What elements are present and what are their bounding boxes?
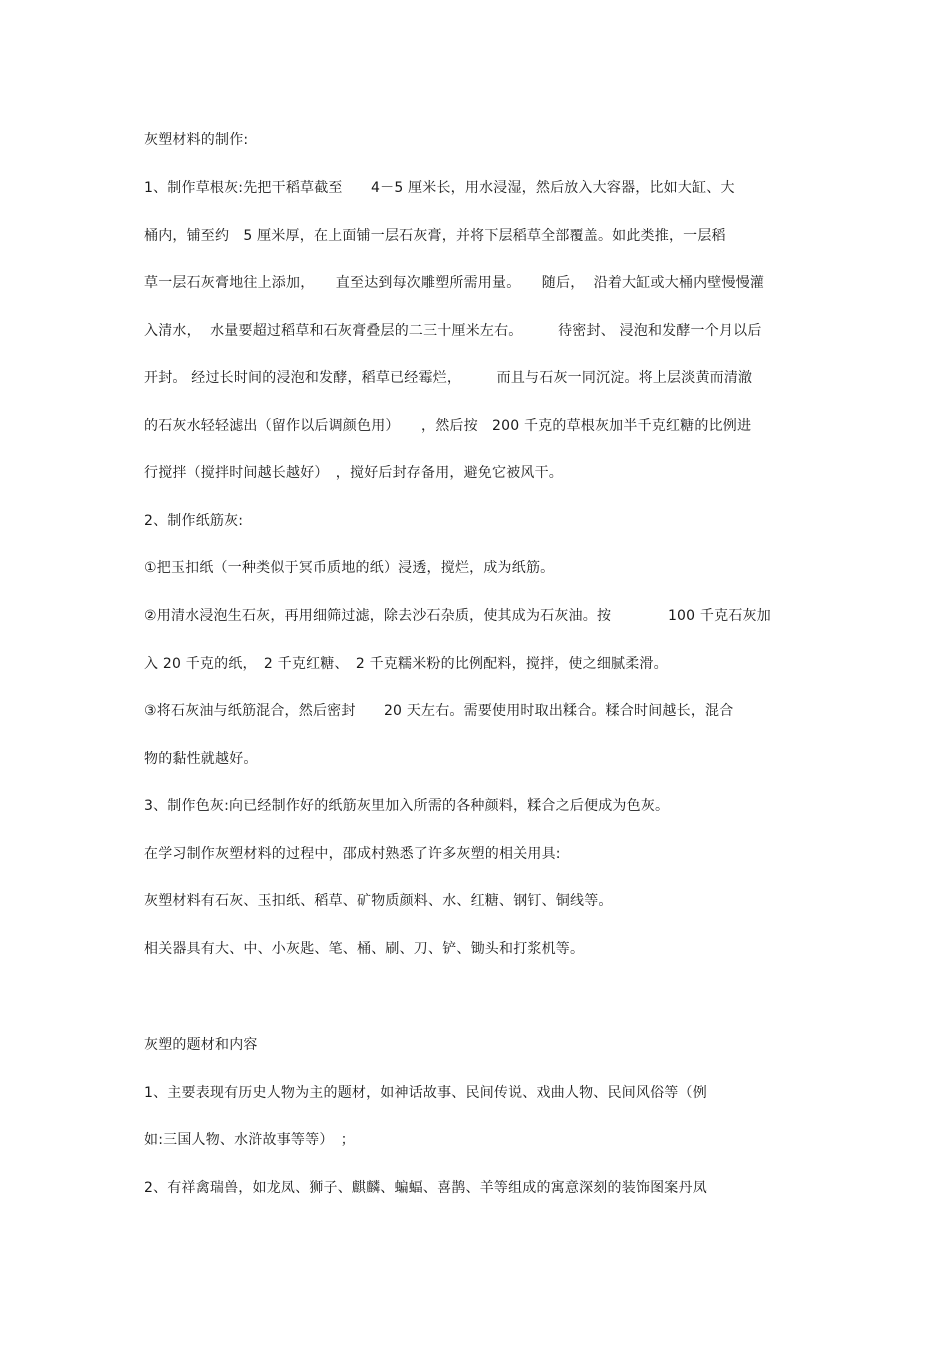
text-line: 行搅拌（搅拌时间越长越好） ，搅好后封存备用，避免它被风干。: [144, 465, 563, 481]
section-heading: 灰塑材料的制作:: [144, 132, 249, 148]
text-line: 物的黏性就越好。: [144, 751, 258, 767]
text-line: ②用清水浸泡生石灰，再用细筛过滤，除去沙石杂质，使其成为石灰油。按 100 千克石灰加: [144, 608, 771, 624]
text-line: ③将石灰油与纸筋混合，然后密封 20 天左右。需要使用时取出糅合。糅合时间越长，混合: [144, 703, 734, 719]
text-line: 草一层石灰膏地往上添加， 直至达到每次雕塑所需用量。 随后， 沿着大缸或大桶内壁慢慢灌: [144, 275, 765, 291]
text-line: 如:三国人物、水浒故事等等） ；: [144, 1132, 355, 1148]
subheading-line: 2、制作纸筋灰:: [144, 513, 244, 529]
text-line: 桶内，铺至约 5 厘米厚，在上面铺一层石灰膏，并将下层稻草全部覆盖。如此类推，一层稻: [144, 228, 726, 244]
text-line: 的石灰水轻轻滤出（留作以后调颜色用） ，然后按 200 千克的草根灰加半千克红糖的比例进: [144, 418, 752, 434]
text-line: ①把玉扣纸（一种类似于冥币质地的纸）浸透，搅烂，成为纸筋。: [144, 560, 555, 576]
section-heading: 灰塑的题材和内容: [144, 1037, 258, 1053]
text-line: 开封。 经过长时间的浸泡和发酵，稻草已经霉烂， 而且与石灰一同沉淀。将上层淡黄而清澈: [144, 370, 753, 386]
text-line: 2、有祥禽瑞兽，如龙凤、狮子、麒麟、蝙蝠、喜鹊、羊等组成的寓意深刻的装饰图案丹凤: [144, 1180, 707, 1196]
subheading-line: 3、制作色灰:向已经制作好的纸筋灰里加入所需的各种颜料，糅合之后便成为色灰。: [144, 798, 670, 814]
text-line: 在学习制作灰塑材料的过程中，邵成村熟悉了许多灰塑的相关用具:: [144, 846, 561, 862]
text-line: 1、主要表现有历史人物为主的题材，如神话故事、民间传说、戏曲人物、民间风俗等（例: [144, 1085, 707, 1101]
text-line: 1、制作草根灰:先把干稻草截至 4－5 厘米长，用水浸湿，然后放入大容器，比如大缸、大: [144, 180, 735, 196]
text-line: 入 20 千克的纸， 2 千克红糖、 2 千克糯米粉的比例配料，搅拌，使之细腻柔滑。: [144, 656, 668, 672]
text-line: 入清水， 水量要超过稻草和石灰膏叠层的二三十厘米左右。 待密封、 浸泡和发酵一个月以后: [144, 323, 762, 339]
text-line: 相关器具有大、中、小灰匙、笔、桶、刷、刀、铲、锄头和打浆机等。: [144, 941, 585, 957]
text-line: 灰塑材料有石灰、玉扣纸、稻草、矿物质颜料、水、红糖、钢钉、铜线等。: [144, 893, 613, 909]
